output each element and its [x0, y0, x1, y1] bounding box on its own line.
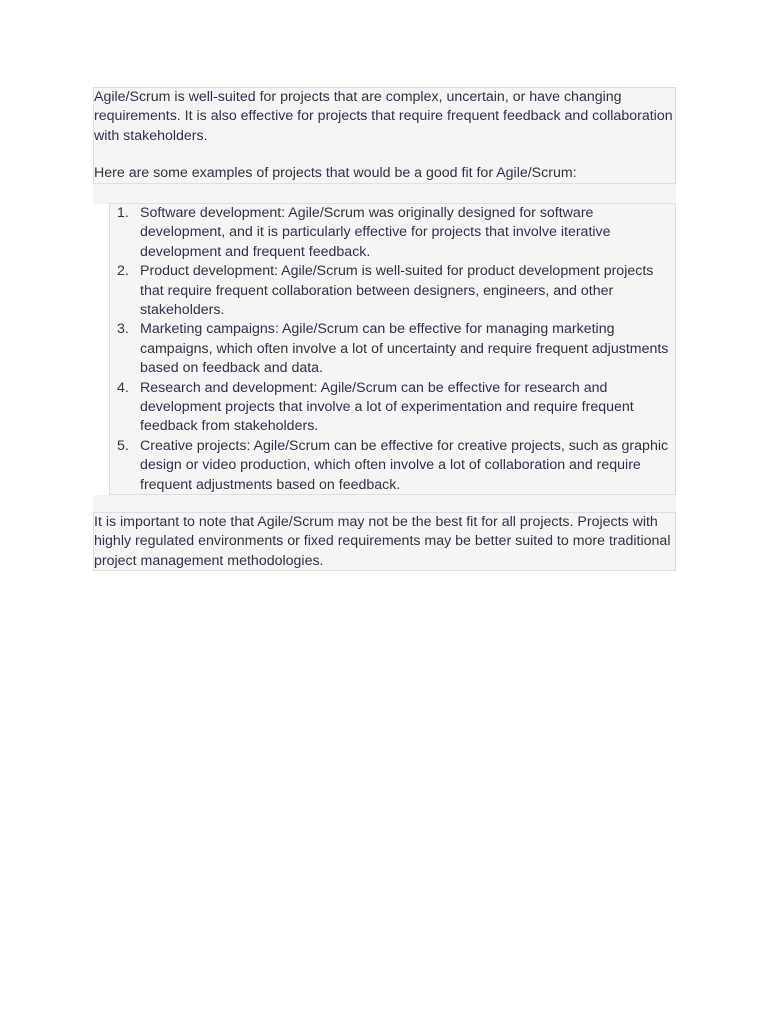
list-item	[110, 437, 675, 495]
list-item-number: 3.	[117, 321, 129, 338]
list-spacer	[93, 495, 676, 512]
list-item	[110, 262, 675, 320]
list-item-number: 5.	[117, 437, 129, 454]
list-item-text: Software development: Agile/Scrum was originally designed for software development, and it is particularly effective for projects that involve iterative development and frequent feedback.	[140, 205, 611, 260]
intro-section	[93, 87, 676, 184]
list-item	[110, 204, 675, 262]
list-item-text: Research and development: Agile/Scrum can be effective for research and development projects that involve a lot of experimentation and require frequent feedback from stakeholders.	[140, 379, 634, 435]
examples-list-section	[109, 203, 676, 495]
list-item-number: 4.	[117, 379, 129, 396]
conclusion-paragraph: It is important to note that Agile/Scrum may not be the best fit for all projects. Projects with highly regulated environments or fixed requirements may be better suited to more traditional project management methodologies.	[94, 514, 671, 569]
list-item-text: Marketing campaigns: Agile/Scrum can be effective for managing marketing campaigns, which often involve a lot of uncertainty and require frequent adjustments based on feedback and data.	[140, 321, 669, 377]
intro-paragraph: Agile/Scrum is well-suited for projects that are complex, uncertain, or have changing requirements. It is also effective for projects that require frequent feedback and collaboration with stakeholders.	[94, 89, 673, 144]
list-item-text: Product development: Agile/Scrum is well-suited for product development projects that require frequent collaboration between designers, engineers, and other stakeholders.	[140, 263, 654, 319]
examples-lead-in: Here are some examples of projects that would be a good fit for Agile/Scrum:	[94, 165, 577, 182]
examples-list	[110, 204, 675, 495]
list-item-number: 1.	[117, 205, 129, 221]
list-item	[110, 320, 675, 378]
list-item-text: Creative projects: Agile/Scrum can be effective for creative projects, such as graphic design or video production, which often involve a lot of collaboration and require frequent adjustments based on feedback.	[140, 437, 669, 493]
list-item-number: 2.	[117, 263, 129, 280]
list-spacer	[93, 184, 676, 204]
conclusion-section	[93, 512, 676, 571]
list-item	[110, 379, 675, 437]
